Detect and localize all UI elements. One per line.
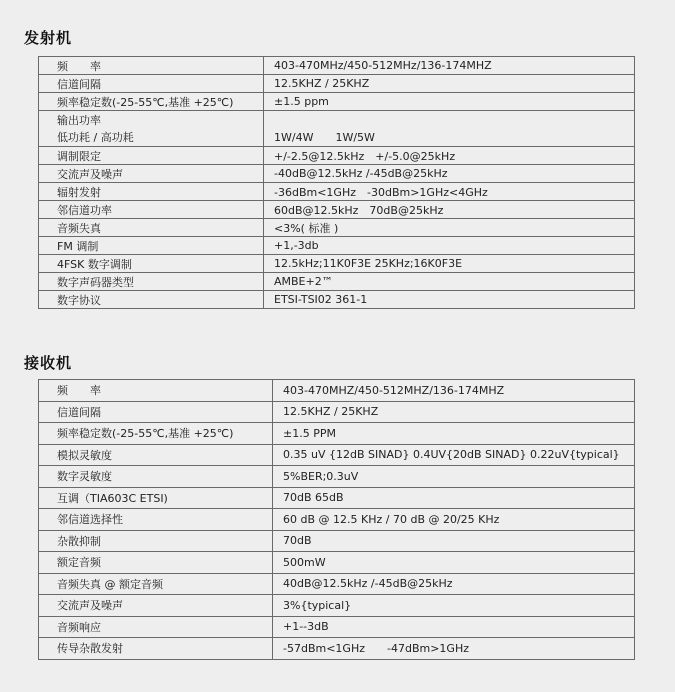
value-vocoder-type: AMBE+2™ — [264, 273, 635, 291]
value-adjacent-channel-power: 60dB@12.5kHz 70dB@25kHz — [264, 201, 635, 219]
value-output-power: 1W/4W 1W/5W — [264, 111, 635, 147]
param-modulation-limit: 调制限定 — [39, 147, 264, 165]
table-row — [39, 255, 635, 273]
table-row — [39, 595, 635, 617]
table-row — [39, 573, 635, 595]
table-row — [39, 616, 635, 638]
param-frequency: 频 率 — [39, 380, 273, 402]
value-hum-noise: 3%{typical} — [273, 595, 635, 617]
param-analog-sensitivity: 模拟灵敏度 — [39, 444, 273, 466]
transmitter-spec-table — [38, 56, 635, 309]
table-row — [39, 444, 635, 466]
table-row — [39, 291, 635, 309]
table-row — [39, 530, 635, 552]
param-spurious-rejection: 杂散抑制 — [39, 530, 273, 552]
param-vocoder-type: 数字声码器类型 — [39, 273, 264, 291]
param-frequency-stability: 频率稳定数(-25-55℃,基准 +25℃) — [39, 423, 273, 445]
value-spurious-rejection: 70dB — [273, 530, 635, 552]
table-row — [39, 466, 635, 488]
table-row — [39, 201, 635, 219]
value-digital-protocol: ETSI-TSI02 361-1 — [264, 291, 635, 309]
param-adjacent-channel-power: 邻信道功率 — [39, 201, 264, 219]
transmitter-title: 发射机 — [24, 29, 73, 47]
receiver-spec-table — [38, 379, 635, 660]
value-radiated-emission: -36dBm<1GHz -30dBm>1GHz<4GHz — [264, 183, 635, 201]
value-analog-sensitivity: 0.35 uV {12dB SINAD} 0.4UV{20dB SINAD} 0.22uV{typical} — [273, 444, 635, 466]
table-row — [39, 552, 635, 574]
param-digital-sensitivity: 数字灵敏度 — [39, 466, 273, 488]
param-rated-audio: 额定音频 — [39, 552, 273, 574]
table-row — [39, 638, 635, 660]
receiver-title: 接收机 — [24, 354, 73, 372]
table-row — [39, 147, 635, 165]
param-output-power-label: 输出功率 — [57, 113, 101, 127]
table-row — [39, 93, 635, 111]
table-row — [39, 219, 635, 237]
table-row — [39, 75, 635, 93]
param-intermodulation: 互调（TIA603C ETSI) — [39, 487, 273, 509]
table-row — [39, 401, 635, 423]
value-fm-modulation: +1,-3db — [264, 237, 635, 255]
param-4fsk-modulation: 4FSK 数字调制 — [39, 255, 264, 273]
param-radiated-emission: 辐射发射 — [39, 183, 264, 201]
param-adjacent-channel-selectivity: 邻信道选择性 — [39, 509, 273, 531]
table-row — [39, 237, 635, 255]
value-frequency-stability: ±1.5 PPM — [273, 423, 635, 445]
param-audio-response: 音频响应 — [39, 616, 273, 638]
table-row — [39, 273, 635, 291]
value-intermodulation: 70dB 65dB — [273, 487, 635, 509]
param-audio-distortion: 音频失真 — [39, 219, 264, 237]
table-row — [39, 165, 635, 183]
table-row — [39, 380, 635, 402]
value-modulation-limit: +/-2.5@12.5kHz +/-5.0@25kHz — [264, 147, 635, 165]
param-hum-noise: 交流声及噪声 — [39, 595, 273, 617]
value-audio-distortion: <3%( 标准 ) — [264, 219, 635, 237]
table-row — [39, 183, 635, 201]
param-audio-distortion-rated: 音频失真 @ 额定音频 — [39, 573, 273, 595]
param-output-power-sublabel: 低功耗 / 高功耗 — [57, 130, 134, 144]
value-hum-noise: -40dB@12.5kHz /-45dB@25kHz — [264, 165, 635, 183]
param-output-power — [39, 111, 264, 147]
value-audio-distortion-rated: 40dB@12.5kHz /-45dB@25kHz — [273, 573, 635, 595]
value-channel-spacing: 12.5KHZ / 25KHZ — [264, 75, 635, 93]
value-4fsk-modulation: 12.5kHz;11K0F3E 25KHz;16K0F3E — [264, 255, 635, 273]
param-frequency: 频 率 — [39, 57, 264, 75]
param-conducted-spurious-emission: 传导杂散发射 — [39, 638, 273, 660]
table-row — [39, 57, 635, 75]
param-channel-spacing: 信道间隔 — [39, 401, 273, 423]
value-conducted-spurious-emission: -57dBm<1GHz -47dBm>1GHz — [273, 638, 635, 660]
param-channel-spacing: 信道间隔 — [39, 75, 264, 93]
value-frequency: 403-470MHz/450-512MHz/136-174MHZ — [264, 57, 635, 75]
table-row — [39, 509, 635, 531]
value-rated-audio: 500mW — [273, 552, 635, 574]
param-digital-protocol: 数字协议 — [39, 291, 264, 309]
param-hum-noise: 交流声及噪声 — [39, 165, 264, 183]
value-frequency: 403-470MHZ/450-512MHZ/136-174MHZ — [273, 380, 635, 402]
param-frequency-stability: 频率稳定数(-25-55℃,基准 +25℃) — [39, 93, 264, 111]
value-digital-sensitivity: 5%BER;0.3uV — [273, 466, 635, 488]
value-adjacent-channel-selectivity: 60 dB @ 12.5 KHz / 70 dB @ 20/25 KHz — [273, 509, 635, 531]
table-row — [39, 487, 635, 509]
table-row — [39, 111, 635, 147]
value-audio-response: +1--3dB — [273, 616, 635, 638]
value-channel-spacing: 12.5KHZ / 25KHZ — [273, 401, 635, 423]
value-frequency-stability: ±1.5 ppm — [264, 93, 635, 111]
table-row — [39, 423, 635, 445]
param-fm-modulation: FM 调制 — [39, 237, 264, 255]
